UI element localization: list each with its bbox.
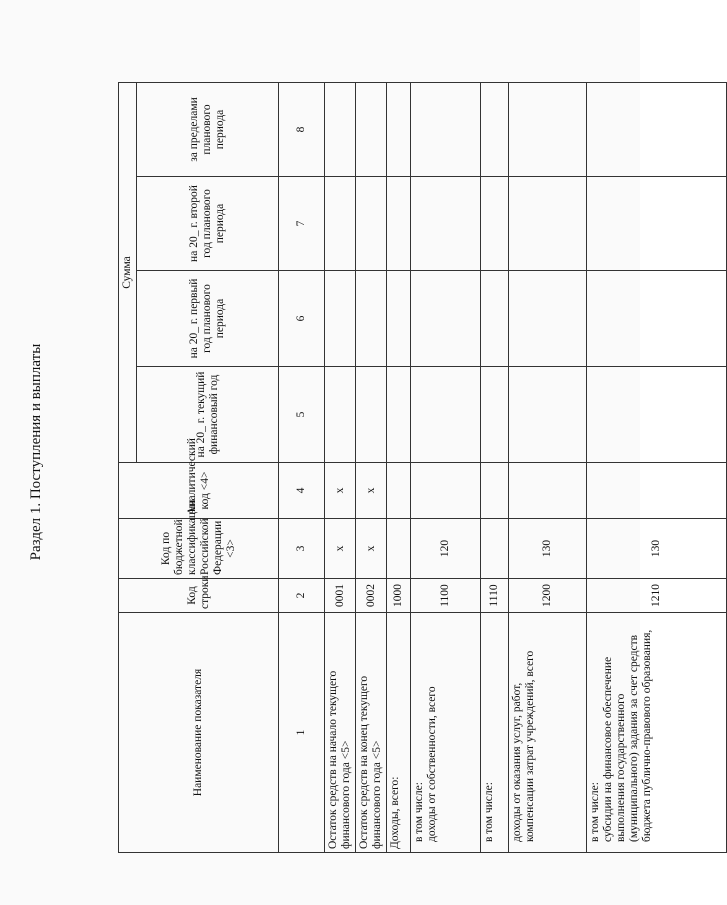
row-analytic-code: x: [325, 463, 356, 519]
row-sum-cell: [325, 82, 356, 176]
row-budget-code: [481, 519, 509, 579]
row-sum-cell: [587, 271, 727, 367]
row-name: в том числе: доходы от собственности, всего: [411, 613, 481, 853]
row-sum-cell: [587, 367, 727, 463]
header-name: Наименование показателя: [119, 613, 279, 853]
row-name: в том числе: субсидии на финансовое обеспечение выполнения государственного (муниципального) задания за счет средств бюджета публично-правового образования,: [587, 613, 727, 853]
row-budget-code: 130: [587, 519, 727, 579]
section-title: Раздел 1. Поступления и выплаты: [28, 343, 44, 561]
row-sum-cell: [325, 367, 356, 463]
header-sum-col: за пределами планового периода: [137, 82, 279, 176]
column-number: 5: [279, 367, 325, 463]
table-row: [481, 82, 509, 852]
row-name: Остаток средств на конец текущего финансового года <5>: [356, 613, 387, 853]
row-sum-cell: [325, 271, 356, 367]
table-row: [387, 82, 411, 852]
row-name: Остаток средств на начало текущего финансового года <5>: [325, 613, 356, 853]
row-analytic-code: [481, 463, 509, 519]
row-name: Доходы, всего:: [387, 613, 411, 853]
row-sum-cell: [481, 367, 509, 463]
row-sum-cell: [411, 367, 481, 463]
row-code: 0001: [325, 579, 356, 613]
row-sum-cell: [387, 271, 411, 367]
header-sum-col: на 20_ г. текущий финансовый год: [137, 367, 279, 463]
row-analytic-code: [509, 463, 587, 519]
table-row: [587, 82, 727, 852]
row-sum-cell: [587, 82, 727, 176]
row-sum-cell: [587, 177, 727, 271]
header-budget-code: Код по бюджетной классификации Российской Федерации <3>: [119, 519, 279, 579]
row-sum-cell: [411, 82, 481, 176]
row-sum-cell: [356, 177, 387, 271]
header-row-code: Код строки: [119, 579, 279, 613]
column-number: 3: [279, 519, 325, 579]
row-budget-code: 130: [509, 519, 587, 579]
row-sum-cell: [356, 367, 387, 463]
row-sum-cell: [387, 177, 411, 271]
column-number: 4: [279, 463, 325, 519]
row-analytic-code: x: [356, 463, 387, 519]
row-sum-cell: [411, 271, 481, 367]
row-sum-cell: [411, 177, 481, 271]
row-sum-cell: [509, 367, 587, 463]
column-number: 1: [279, 613, 325, 853]
row-sum-cell: [387, 367, 411, 463]
table-body: [325, 82, 727, 852]
row-sum-cell: [387, 82, 411, 176]
row-analytic-code: [387, 463, 411, 519]
column-number: 8: [279, 82, 325, 176]
row-sum-cell: [356, 271, 387, 367]
receipts-payments-table: [118, 82, 727, 853]
table-row: [356, 82, 387, 852]
column-number: 6: [279, 271, 325, 367]
header-analytic-code: Аналитический код <4>: [119, 463, 279, 519]
column-number: 2: [279, 579, 325, 613]
row-name: доходы от оказания услуг, работ, компенсации затрат учреждений, всего: [509, 613, 587, 853]
row-sum-cell: [509, 271, 587, 367]
table-row: [325, 82, 356, 852]
row-code: 1000: [387, 579, 411, 613]
row-sum-cell: [325, 177, 356, 271]
row-budget-code: x: [356, 519, 387, 579]
row-code: 1210: [587, 579, 727, 613]
row-sum-cell: [481, 271, 509, 367]
row-code: 1100: [411, 579, 481, 613]
row-sum-cell: [509, 82, 587, 176]
row-analytic-code: [411, 463, 481, 519]
row-budget-code: [387, 519, 411, 579]
row-code: 1200: [509, 579, 587, 613]
row-name: в том числе:: [481, 613, 509, 853]
table-row: [411, 82, 481, 852]
row-sum-cell: [481, 177, 509, 271]
row-code: 0002: [356, 579, 387, 613]
header-sum-col: на 20_ г. первый год планового периода: [137, 271, 279, 367]
table-row: [509, 82, 587, 852]
row-budget-code: x: [325, 519, 356, 579]
row-code: 1110: [481, 579, 509, 613]
row-budget-code: 120: [411, 519, 481, 579]
rotated-table-wrapper: [118, 83, 662, 853]
header-sum: Сумма: [119, 82, 137, 462]
column-number: 7: [279, 177, 325, 271]
row-sum-cell: [481, 82, 509, 176]
header-sum-col: на 20_ г. второй год планового периода: [137, 177, 279, 271]
row-sum-cell: [356, 82, 387, 176]
row-sum-cell: [509, 177, 587, 271]
row-analytic-code: [587, 463, 727, 519]
